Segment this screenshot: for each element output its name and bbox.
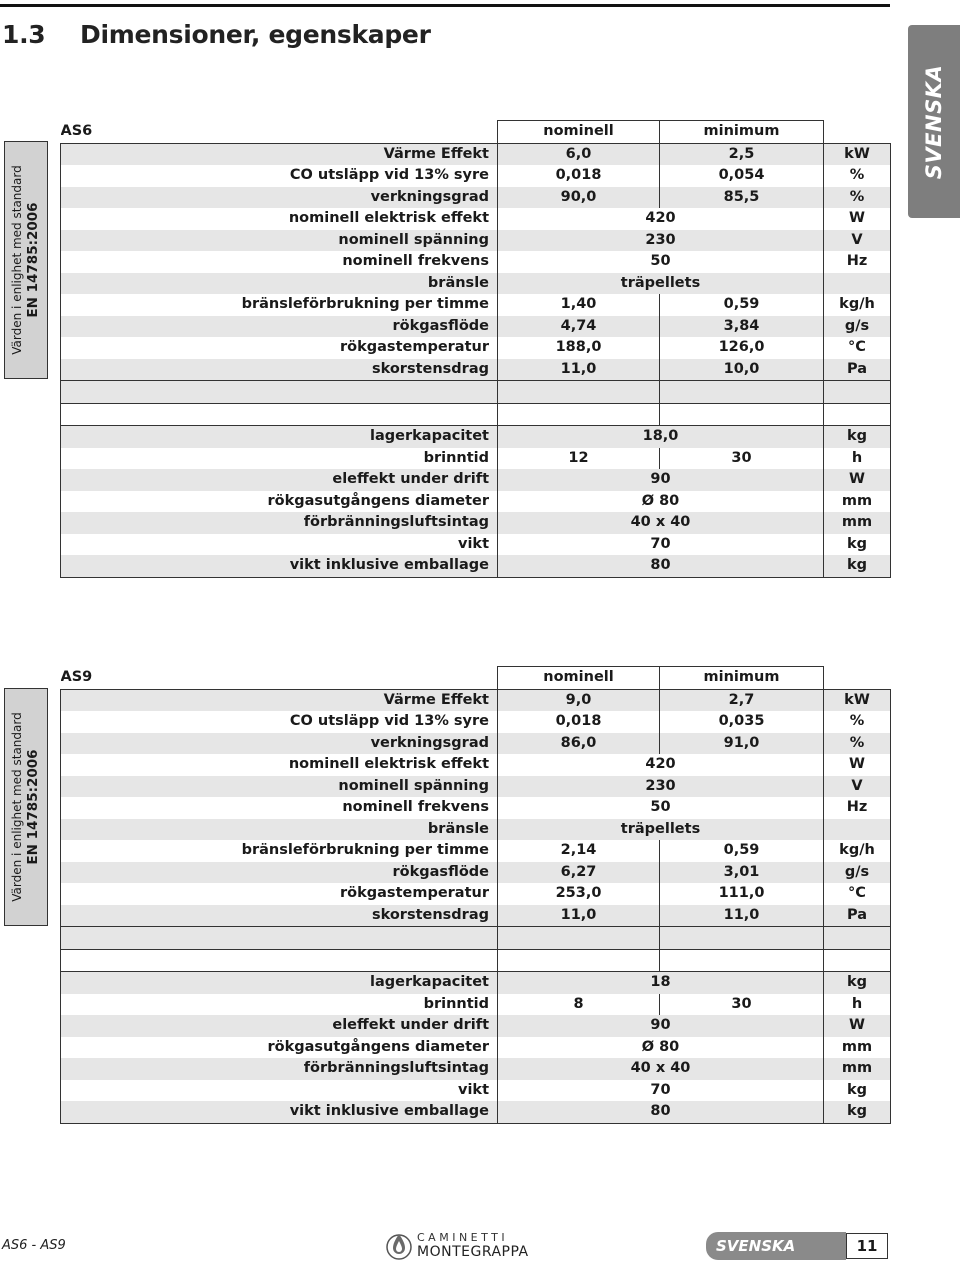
row-value: 50	[498, 797, 824, 819]
table-row	[61, 187, 891, 209]
row-label: förbränningsluftsintag	[61, 1058, 498, 1080]
row-unit: Hz	[824, 797, 891, 819]
table-row	[61, 337, 891, 359]
row-unit: W	[824, 754, 891, 776]
standard-label-code: EN 14785:2006	[25, 749, 41, 865]
table-row	[61, 294, 891, 316]
row-unit: kW	[824, 689, 891, 711]
table-row	[61, 1101, 891, 1123]
row-label: bränsle	[61, 819, 498, 841]
spacer-row	[61, 927, 891, 950]
row-label: verkningsgrad	[61, 187, 498, 209]
row-unit: mm	[824, 512, 891, 534]
row-unit: %	[824, 711, 891, 733]
row-value-nominal: 2,14	[498, 840, 660, 862]
row-label: rökgasutgångens diameter	[61, 1037, 498, 1059]
table-row	[61, 316, 891, 338]
row-value-nominal: 4,74	[498, 316, 660, 338]
row-value-minimum: 3,84	[660, 316, 824, 338]
row-value-nominal: 188,0	[498, 337, 660, 359]
table-row	[61, 251, 891, 273]
row-value-minimum: 85,5	[660, 187, 824, 209]
row-label: vikt	[61, 1080, 498, 1102]
spacer-row	[61, 949, 891, 972]
standard-label-text: Värden i enlighet med standard	[10, 712, 24, 902]
table-row	[61, 1080, 891, 1102]
footer-models: AS6 - AS9	[2, 1238, 66, 1253]
column-header-nominal: nominell	[498, 121, 660, 144]
table-row	[61, 972, 891, 994]
row-value-nominal: 12	[498, 448, 660, 470]
spacer-row	[61, 381, 891, 404]
spacer-cell	[824, 927, 891, 950]
column-header-minimum: minimum	[660, 667, 824, 690]
row-unit: h	[824, 994, 891, 1016]
row-unit: °C	[824, 883, 891, 905]
table-row	[61, 512, 891, 534]
spacer-cell	[61, 381, 498, 404]
spec-table	[60, 120, 891, 578]
table-row	[61, 797, 891, 819]
footer-language-tab	[706, 1232, 846, 1260]
spacer-cell	[61, 949, 498, 972]
row-value-nominal: 11,0	[498, 905, 660, 927]
row-value: Ø 80	[498, 491, 824, 513]
row-unit: %	[824, 165, 891, 187]
row-unit: Pa	[824, 905, 891, 927]
spec-table	[60, 666, 891, 1124]
language-tab	[908, 25, 960, 218]
row-value-minimum: 0,59	[660, 840, 824, 862]
row-unit: kg	[824, 972, 891, 994]
row-label: bränsle	[61, 273, 498, 295]
row-value-nominal: 6,0	[498, 143, 660, 165]
row-unit: W	[824, 208, 891, 230]
row-label: rökgastemperatur	[61, 883, 498, 905]
row-label: bränsleförbrukning per timme	[61, 294, 498, 316]
table-row	[61, 359, 891, 381]
table-row	[61, 754, 891, 776]
row-value-nominal: 253,0	[498, 883, 660, 905]
row-unit: °C	[824, 337, 891, 359]
row-label: bränsleförbrukning per timme	[61, 840, 498, 862]
row-value-nominal: 0,018	[498, 711, 660, 733]
row-label: lagerkapacitet	[61, 972, 498, 994]
table-header-row	[61, 121, 891, 144]
section-title: Dimensioner, egenskaper	[80, 20, 431, 49]
row-value-nominal: 86,0	[498, 733, 660, 755]
row-unit: kg/h	[824, 294, 891, 316]
row-label: nominell frekvens	[61, 251, 498, 273]
table-row	[61, 273, 891, 295]
spacer-cell	[61, 927, 498, 950]
standard-label-code: EN 14785:2006	[25, 202, 41, 318]
row-value-minimum: 2,5	[660, 143, 824, 165]
row-value: 230	[498, 776, 824, 798]
row-unit: V	[824, 776, 891, 798]
footer-language-label: SVENSKA	[716, 1237, 796, 1255]
spacer-cell	[824, 403, 891, 426]
row-value-minimum: 0,054	[660, 165, 824, 187]
row-unit: V	[824, 230, 891, 252]
row-label: eleffekt under drift	[61, 1015, 498, 1037]
row-unit: Hz	[824, 251, 891, 273]
row-unit: Pa	[824, 359, 891, 381]
row-label: brinntid	[61, 994, 498, 1016]
row-label: CO utsläpp vid 13% syre	[61, 711, 498, 733]
row-value-nominal: 6,27	[498, 862, 660, 884]
language-tab-label: SVENSKA	[922, 64, 946, 179]
row-value: 50	[498, 251, 824, 273]
table-row	[61, 555, 891, 577]
standard-side-label-as9	[4, 688, 48, 926]
row-value-minimum: 126,0	[660, 337, 824, 359]
table-row	[61, 230, 891, 252]
row-unit: h	[824, 448, 891, 470]
spacer-cell	[824, 381, 891, 404]
row-value: 90	[498, 469, 824, 491]
table-row	[61, 534, 891, 556]
table-row	[61, 819, 891, 841]
table-row	[61, 165, 891, 187]
row-unit: g/s	[824, 862, 891, 884]
row-value-nominal: 8	[498, 994, 660, 1016]
table-row	[61, 448, 891, 470]
row-value: 230	[498, 230, 824, 252]
row-value-minimum: 2,7	[660, 689, 824, 711]
row-value-nominal: 1,40	[498, 294, 660, 316]
row-unit: kg	[824, 555, 891, 577]
row-value: 18	[498, 972, 824, 994]
spacer-cell	[660, 949, 824, 972]
row-unit: kg	[824, 1080, 891, 1102]
brand-logo	[386, 1228, 529, 1262]
row-unit: mm	[824, 1058, 891, 1080]
row-label: rökgasutgångens diameter	[61, 491, 498, 513]
standard-side-label-as6	[4, 141, 48, 379]
row-label: rökgasflöde	[61, 316, 498, 338]
row-value: träpellets	[498, 273, 824, 295]
table-row	[61, 491, 891, 513]
page-title	[2, 20, 431, 49]
row-value: 40 x 40	[498, 1058, 824, 1080]
row-value: 70	[498, 1080, 824, 1102]
row-value: 70	[498, 534, 824, 556]
row-label: nominell spänning	[61, 776, 498, 798]
row-unit: kg	[824, 534, 891, 556]
table-row	[61, 994, 891, 1016]
spacer-cell	[660, 927, 824, 950]
row-value-minimum: 111,0	[660, 883, 824, 905]
table-row	[61, 883, 891, 905]
row-value-minimum: 11,0	[660, 905, 824, 927]
row-unit: %	[824, 187, 891, 209]
spacer-cell	[498, 403, 660, 426]
row-unit: mm	[824, 491, 891, 513]
brand-line2: MONTEGRAPPA	[417, 1244, 529, 1260]
row-unit: kW	[824, 143, 891, 165]
column-header-unit	[824, 121, 891, 144]
spacer-cell	[498, 949, 660, 972]
row-label: skorstensdrag	[61, 359, 498, 381]
row-unit: W	[824, 469, 891, 491]
section-number: 1.3	[2, 20, 46, 49]
row-value-nominal: 11,0	[498, 359, 660, 381]
table-row	[61, 1037, 891, 1059]
row-label: Värme Effekt	[61, 689, 498, 711]
row-label: nominell frekvens	[61, 797, 498, 819]
row-label: nominell spänning	[61, 230, 498, 252]
spacer-cell	[660, 403, 824, 426]
row-unit	[824, 273, 891, 295]
row-label: verkningsgrad	[61, 733, 498, 755]
row-value-nominal: 9,0	[498, 689, 660, 711]
row-value-minimum: 91,0	[660, 733, 824, 755]
column-header-unit	[824, 667, 891, 690]
model-name: AS9	[61, 667, 498, 690]
table-row	[61, 905, 891, 927]
table-row	[61, 711, 891, 733]
standard-label-text: Värden i enlighet med standard	[10, 165, 24, 355]
column-header-minimum: minimum	[660, 121, 824, 144]
table-row	[61, 689, 891, 711]
row-unit: kg	[824, 1101, 891, 1123]
row-value-minimum: 30	[660, 994, 824, 1016]
row-value: träpellets	[498, 819, 824, 841]
brand-line1: CAMINETTI	[417, 1231, 509, 1244]
spacer-cell	[498, 381, 660, 404]
row-value-minimum: 30	[660, 448, 824, 470]
spacer-cell	[660, 381, 824, 404]
row-unit: g/s	[824, 316, 891, 338]
row-value-minimum: 10,0	[660, 359, 824, 381]
column-header-nominal: nominell	[498, 667, 660, 690]
table-row	[61, 208, 891, 230]
row-label: CO utsläpp vid 13% syre	[61, 165, 498, 187]
row-label: vikt inklusive emballage	[61, 1101, 498, 1123]
flame-drop-icon	[386, 1228, 412, 1262]
spacer-cell	[824, 949, 891, 972]
row-label: nominell elektrisk effekt	[61, 754, 498, 776]
model-name: AS6	[61, 121, 498, 144]
row-unit: W	[824, 1015, 891, 1037]
table-row	[61, 862, 891, 884]
row-label: brinntid	[61, 448, 498, 470]
table-row	[61, 1058, 891, 1080]
row-unit: kg/h	[824, 840, 891, 862]
row-unit	[824, 819, 891, 841]
spacer-cell	[61, 403, 498, 426]
table-row	[61, 143, 891, 165]
table-row	[61, 1015, 891, 1037]
row-value-minimum: 0,59	[660, 294, 824, 316]
row-label: lagerkapacitet	[61, 426, 498, 448]
top-rule	[0, 4, 890, 7]
table-row	[61, 840, 891, 862]
row-value-nominal: 0,018	[498, 165, 660, 187]
row-value: 18,0	[498, 426, 824, 448]
row-label: förbränningsluftsintag	[61, 512, 498, 534]
row-value-minimum: 0,035	[660, 711, 824, 733]
page-number: 11	[846, 1233, 888, 1259]
row-label: vikt	[61, 534, 498, 556]
row-unit: kg	[824, 426, 891, 448]
row-value-minimum: 3,01	[660, 862, 824, 884]
spacer-row	[61, 403, 891, 426]
row-value: 420	[498, 208, 824, 230]
row-value: 80	[498, 1101, 824, 1123]
row-value: 90	[498, 1015, 824, 1037]
row-value: 40 x 40	[498, 512, 824, 534]
table-header-row	[61, 667, 891, 690]
row-label: skorstensdrag	[61, 905, 498, 927]
row-label: Värme Effekt	[61, 143, 498, 165]
row-unit: %	[824, 733, 891, 755]
row-value: 80	[498, 555, 824, 577]
row-value: 420	[498, 754, 824, 776]
table-row	[61, 469, 891, 491]
row-label: nominell elektrisk effekt	[61, 208, 498, 230]
table-row	[61, 426, 891, 448]
row-value-nominal: 90,0	[498, 187, 660, 209]
row-label: eleffekt under drift	[61, 469, 498, 491]
row-label: rökgastemperatur	[61, 337, 498, 359]
spacer-cell	[498, 927, 660, 950]
row-unit: mm	[824, 1037, 891, 1059]
table-row	[61, 733, 891, 755]
table-row	[61, 776, 891, 798]
row-label: vikt inklusive emballage	[61, 555, 498, 577]
row-label: rökgasflöde	[61, 862, 498, 884]
row-value: Ø 80	[498, 1037, 824, 1059]
